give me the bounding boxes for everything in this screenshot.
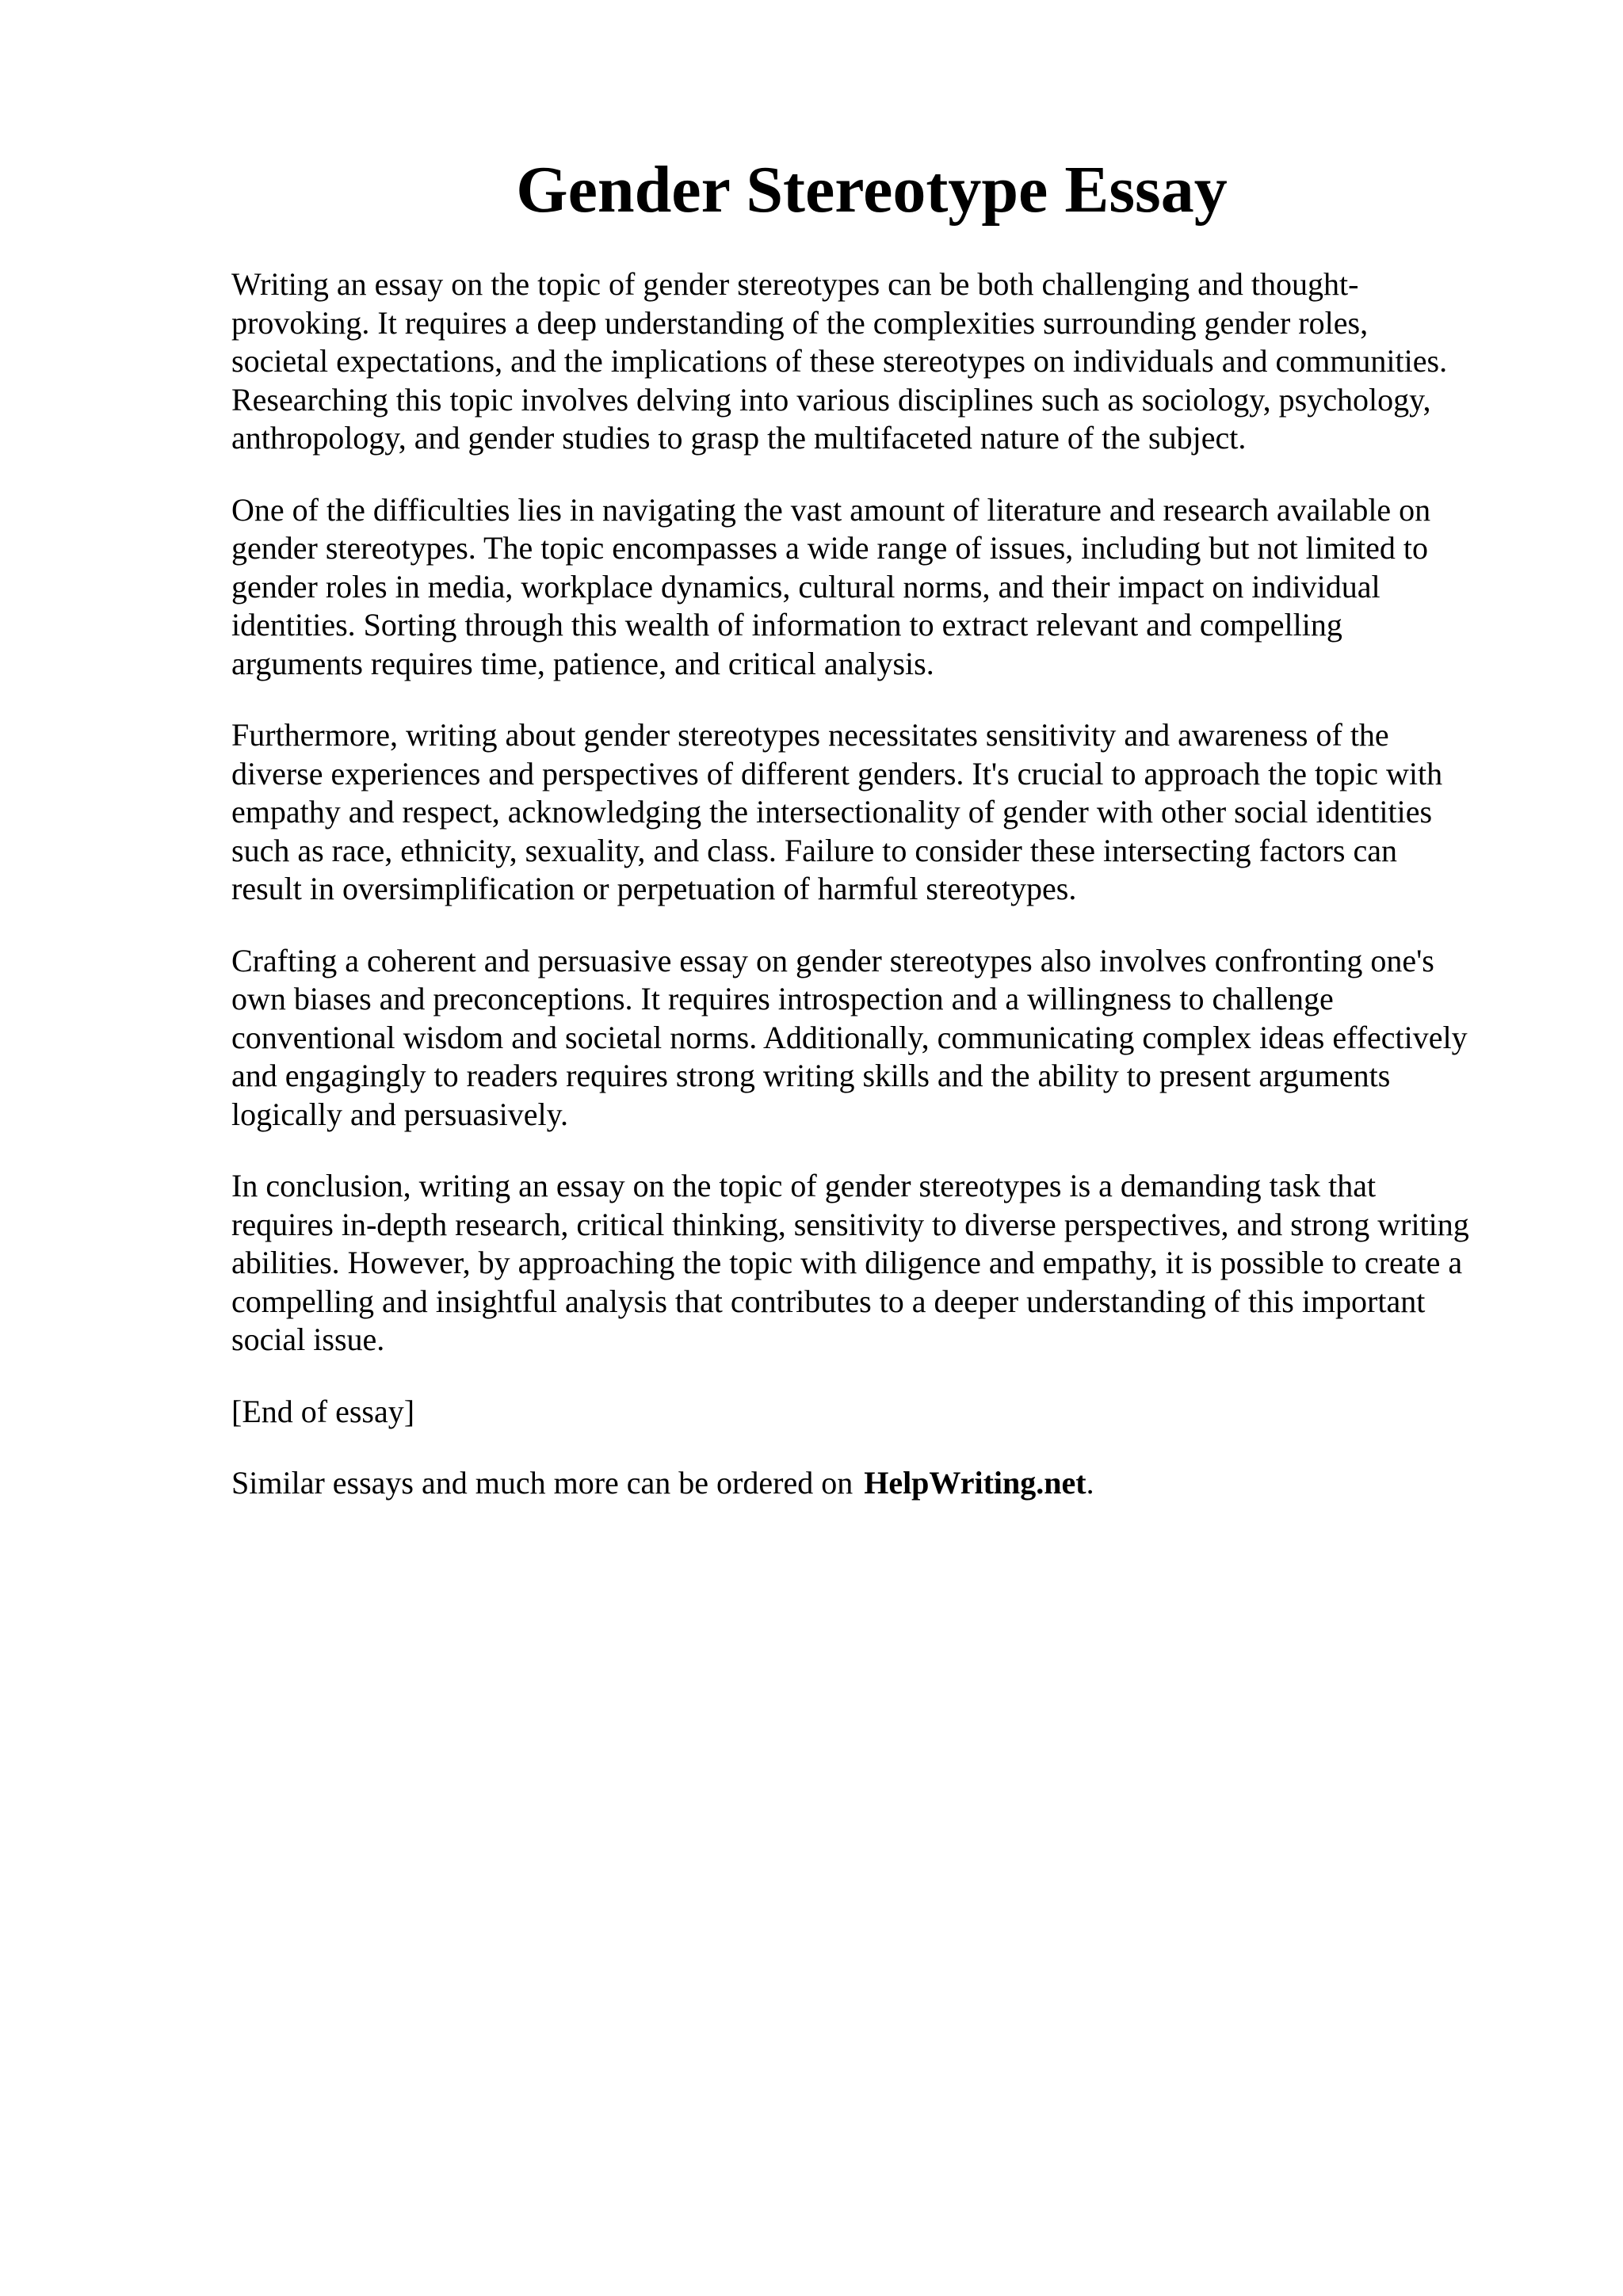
paragraph-5	[231, 1167, 1515, 1360]
paragraph-3	[231, 716, 1515, 909]
text-line: identities. Sorting through this wealth of information to extract relevant and compelling	[231, 607, 1342, 643]
text-line: abilities. However, by approaching the topic with diligence and empathy, it is possible to create a	[231, 1245, 1463, 1280]
helpwriting-link[interactable]: HelpWriting.net	[864, 1465, 1086, 1501]
text-line: diverse experiences and perspectives of different genders. It's crucial to approach the topic with	[231, 755, 1443, 791]
text-line: societal expectations, and the implications of these stereotypes on individuals and communities.	[231, 343, 1448, 379]
end-note	[231, 1393, 1515, 1432]
end-note-text: [End of essay]	[231, 1393, 415, 1429]
text-line: conventional wisdom and societal norms. Additionally, communicating complex ideas effectively	[231, 1019, 1468, 1055]
text-line: and engagingly to readers requires strong writing skills and the ability to present arguments	[231, 1058, 1391, 1093]
text-line: Researching this topic involves delving into various disciplines such as sociology, psychology,	[231, 381, 1431, 418]
text-line: gender stereotypes. The topic encompasses a wide range of issues, including but not limited to	[231, 530, 1429, 566]
essay-body	[231, 265, 1515, 1536]
text-line: compelling and insightful analysis that contributes to a deeper understanding of this important	[231, 1283, 1426, 1319]
text-line: social issue.	[231, 1322, 385, 1357]
text-line: Furthermore, writing about gender stereotypes necessitates sensitivity and awareness of the	[231, 717, 1389, 753]
text-line: anthropology, and gender studies to grasp the multifaceted nature of the subject.	[231, 420, 1247, 456]
text-line: empathy and respect, acknowledging the intersectionality of gender with other social identities	[231, 794, 1433, 830]
footer-line	[231, 1464, 1515, 1503]
text-line: requires in-depth research, critical thinking, sensitivity to diverse perspectives, and strong writing	[231, 1206, 1469, 1242]
paragraph-2	[231, 491, 1515, 684]
text-line: Crafting a coherent and persuasive essay on gender stereotypes also involves confronting one's	[231, 942, 1434, 978]
text-line: logically and persuasively.	[231, 1096, 569, 1132]
page-title: Gender Stereotype Essay	[516, 153, 1228, 227]
footer-text: Similar essays and much more can be ordered on	[231, 1465, 854, 1501]
paragraph-1	[231, 265, 1515, 458]
text-line: provoking. It requires a deep understanding of the complexities surrounding gender roles,	[231, 304, 1369, 341]
footer-period: .	[1086, 1465, 1094, 1501]
footer-note	[231, 1464, 1515, 1503]
text-line: result in oversimplification or perpetuation of harmful stereotypes.	[231, 871, 1077, 906]
text-line: gender roles in media, workplace dynamics, cultural norms, and their impact on individual	[231, 568, 1381, 605]
text-line: In conclusion, writing an essay on the topic of gender stereotypes is a demanding task that	[231, 1168, 1377, 1203]
text-line: such as race, ethnicity, sexuality, and class. Failure to consider these intersecting factors can	[231, 832, 1397, 868]
text-line: arguments requires time, patience, and critical analysis.	[231, 645, 934, 681]
text-line: One of the difficulties lies in navigating the vast amount of literature and research available on	[231, 491, 1431, 528]
text-line: own biases and preconceptions. It requires introspection and a willingness to challenge	[231, 981, 1334, 1016]
paragraph-4	[231, 942, 1515, 1135]
text-line: Writing an essay on the topic of gender stereotypes can be both challenging and thought-	[231, 266, 1359, 302]
